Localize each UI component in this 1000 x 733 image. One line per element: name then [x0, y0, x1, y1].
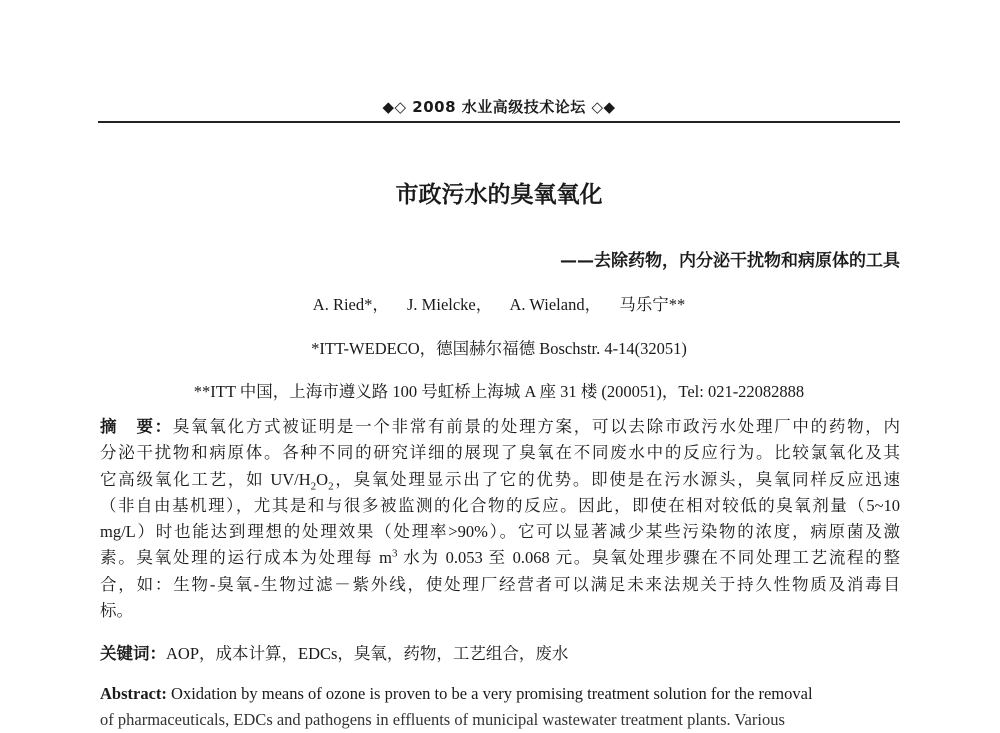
- abstract-line: 标。: [100, 601, 133, 621]
- subscript: 2: [310, 479, 317, 492]
- superscript: 3: [391, 547, 398, 560]
- abstract-line: of pharmaceuticals, EDCs and pathogens in effluents of municipal wastewater treatment plants. Various: [100, 710, 785, 729]
- abstract-line: [100, 545, 900, 571]
- abstract-en-label: Abstract:: [100, 684, 167, 703]
- abstract-line: 合，如：生物-臭氧-生物过滤－紫外线，使处理厂经营者可以满足未来法规关于持久性物质及消毒目: [100, 574, 900, 594]
- abstract-text: 臭氧氧化方式被证明是一个非常有前景的处理方案，可以去除市政污水处理厂中的药物，内: [172, 417, 901, 436]
- author-name: A. Ried*，: [312, 295, 389, 314]
- abstract-line: mg/L）时也能达到理想的处理效果（处理率>90%）。它可以显著减少某些污染物的浓度，病原菌及激: [100, 522, 900, 542]
- author-name: J. Mielcke，: [407, 295, 493, 314]
- abstract-text: 它高级氧化工艺，如 UV/H: [100, 469, 311, 489]
- affiliation-1: *ITT-WEDECO，德国赫尔福德 Boschstr. 4-14(32051): [311, 339, 687, 358]
- abstract-text: 素。臭氧处理的运行成本为处理每 m: [100, 548, 392, 568]
- abstract-chinese: [100, 414, 900, 624]
- abstract-line: [100, 681, 900, 707]
- abstract-text: 水为 0.053 至 0.068 元。臭氧处理步骤在不同处理工艺流程的整: [397, 548, 900, 568]
- paper-title: 市政污水的臭氧氧化: [395, 182, 603, 208]
- running-header: ◆◇ 2008 水业高级技术论坛 ◇◆: [382, 98, 616, 116]
- author-list: [98, 291, 900, 315]
- abstract-label: 摘 要：: [100, 417, 173, 436]
- author-name: 马乐宁**: [619, 295, 686, 314]
- affiliation-2: **ITT 中国，上海市遵义路 100 号虹桥上海城 A 座 31 楼 (200051)，Tel: 021-22082888: [193, 382, 805, 401]
- subscript: 2: [328, 479, 334, 492]
- header-rule: [98, 121, 900, 123]
- paper-subtitle: ——去除药物，内分泌干扰物和病原体的工具: [560, 251, 900, 271]
- abstract-text: ，臭氧处理显示出了它的优势。即使是在污水源头，臭氧同样反应迅速: [333, 469, 900, 489]
- keywords-label: 关键词：: [100, 644, 166, 663]
- abstract-text: Oxidation by means of ozone is proven to be a very promising treatment solution for the removal: [166, 684, 813, 703]
- abstract-line: [100, 414, 900, 440]
- keywords: [100, 640, 900, 664]
- abstract-english: [100, 681, 900, 733]
- abstract-line: 分泌干扰物和病原体。各种不同的研究详细的展现了臭氧在不同废水中的反应行为。比较氯氧化及其: [100, 443, 900, 463]
- author-name: A. Wieland，: [509, 295, 602, 314]
- abstract-line: （非自由基机理），尤其是和与很多被监测的化合物的反应。因此，即使在相对较低的臭氧剂量（5~10: [100, 495, 900, 515]
- keywords-text: AOP，成本计算，EDCs，臭氧，药物，工艺组合，废水: [166, 644, 569, 663]
- abstract-text: O: [316, 469, 329, 489]
- abstract-line: [100, 467, 900, 493]
